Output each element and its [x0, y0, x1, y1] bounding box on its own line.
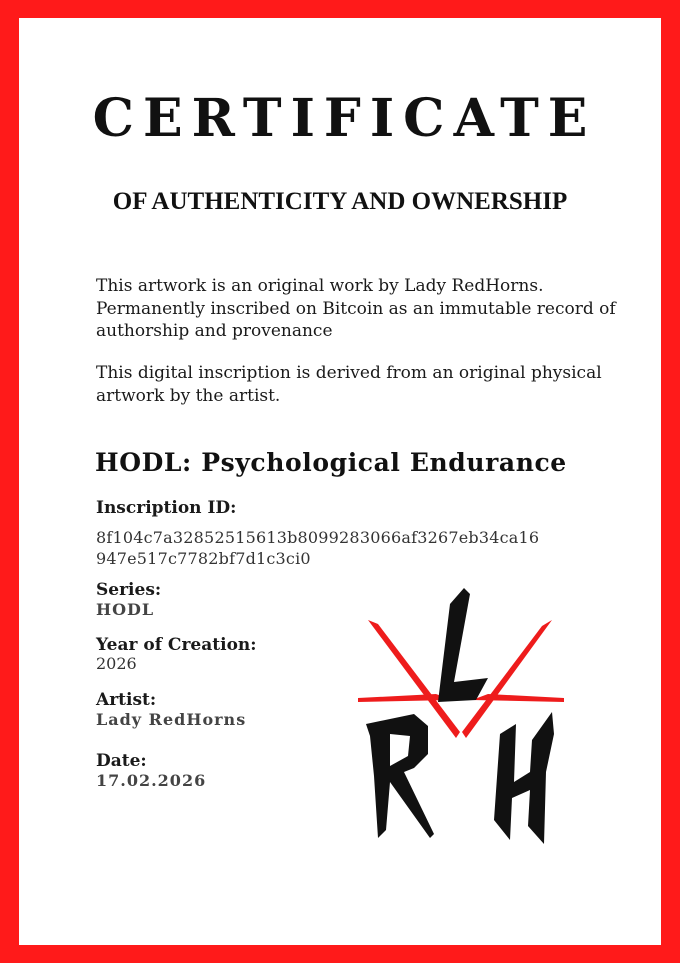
- letter-h-shape: [494, 712, 554, 844]
- series-value: HODL: [96, 600, 155, 619]
- date-label: Date:: [96, 751, 147, 771]
- date-value: 17.02.2026: [96, 771, 207, 790]
- authorship-paragraph: This artwork is an original work by Lady RedHorns. Permanently inscribed on Bitcoin as an immutable record of authorship and provenance: [96, 276, 616, 341]
- artwork-title: HODL: Psychological Endurance: [95, 448, 567, 477]
- inscription-id-label: Inscription ID:: [96, 498, 237, 518]
- lrh-monogram-icon: [356, 586, 566, 852]
- year-value: 2026: [96, 654, 137, 673]
- certificate-subtitle: OF AUTHENTICITY AND OWNERSHIP: [112, 188, 568, 215]
- inscription-id-line-2: 947e517c7782bf7d1c3ci0: [96, 549, 311, 568]
- inscription-id-value: [96, 527, 616, 569]
- year-label: Year of Creation:: [96, 635, 257, 655]
- letter-l-shape: [438, 588, 488, 702]
- letter-r-shape: [366, 714, 434, 838]
- derivation-paragraph: This digital inscription is derived from an original physical artwork by the artist.: [96, 363, 602, 406]
- series-label: Series:: [96, 580, 162, 600]
- artist-value: Lady RedHorns: [96, 710, 247, 729]
- certificate-title: CERTIFICATE: [92, 88, 597, 149]
- inscription-id-line-1: 8f104c7a32852515613b8099283066af3267eb34ca16: [96, 528, 540, 547]
- artist-label: Artist:: [96, 690, 157, 710]
